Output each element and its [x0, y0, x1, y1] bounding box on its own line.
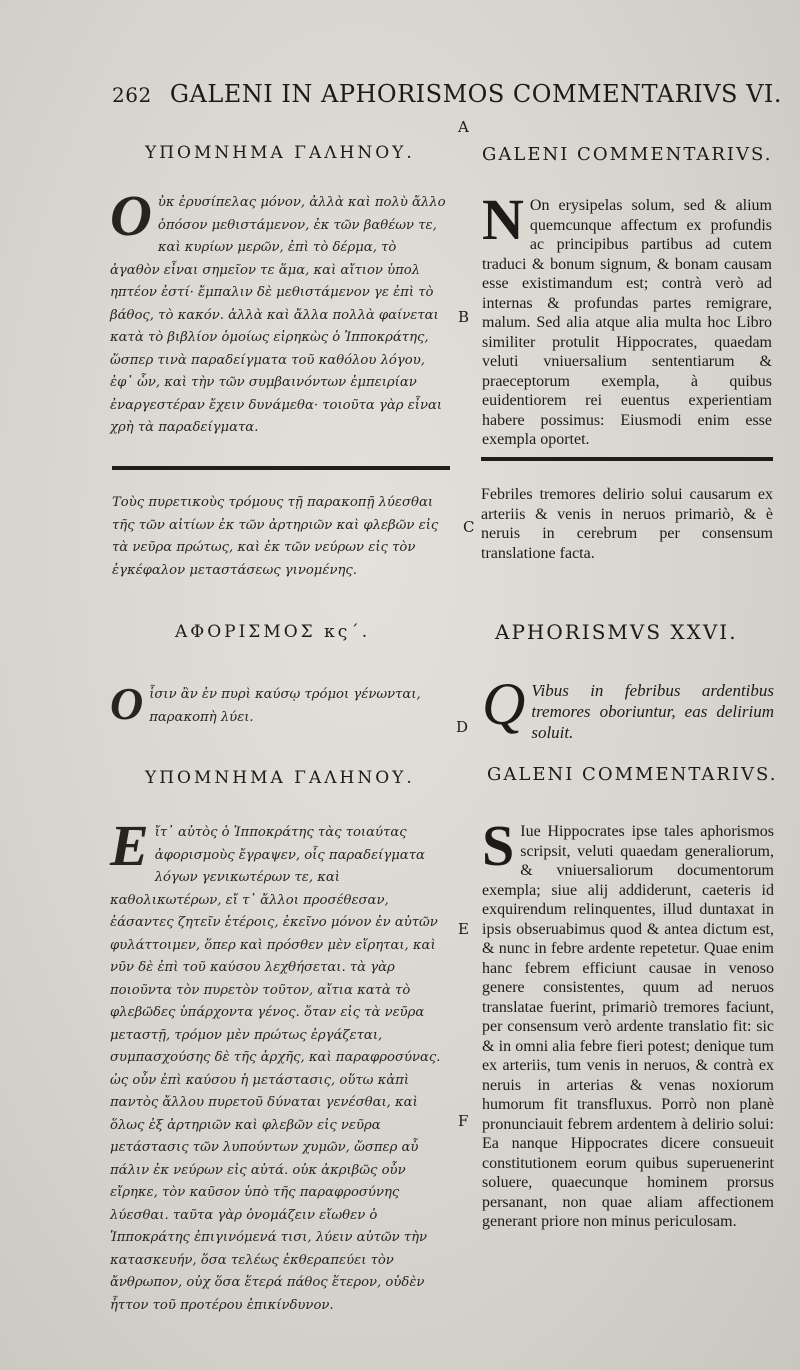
margin-marker-c: C	[463, 518, 475, 536]
latin-drop-cap-2: S	[482, 813, 515, 878]
divider-rule-right	[481, 457, 773, 461]
greek-commentary-text	[110, 183, 450, 435]
greek-drop-cap: O	[110, 183, 152, 248]
latin-commentary-body-2: Iue Hippocrates ipse tales aphorismos scripsit, veluti quaedam generaliorum, & vniuersaliorum documentorum exempla; siue alij addiderunt, caeteris id exquirendum relinquentes, illud duntaxat in ipsis obseruabimus quod & antea dictum est, & nunc in febre ardente repetetur. Quae enim hanc febrem efficiunt causae in venoso genere consistentes, quum ad neruos translatae fuerint, primariò tremores faciunt, per consensum verò ardente translatio fit: sic & in omni alia febre fieri potest; denique tum ex arteriis, tum venis in neruos, & contrà ex neruis in arterias & venas noxiorum humorum fit transfluxus. Porrò non planè pronunciauit febrem ardentem à delirio solui: Ea nanque Hippocrates dicere consueuit constitutionem eorum quibus superuenerint soluere, quaecunque hominem prorsus persanant, non quae aliam affectionem generant priore non minus periculosam.	[482, 823, 774, 1230]
greek-commentary-body-2: ἴτ᾽ αὐτὸς ὁ Ἱπποκράτης τὰς τοιαύτας ἀφορισμοὺς ἔγραψεν, οἷς παραδείγματα λόγων γενικωτέρων τε, καὶ καθολικωτέρων, εἴ τ᾽ ἄλλοι προσέθεσαν, ἐάσαντες ζητεῖν ἑτέροις, ἐκεῖνο μόνον ἐν αὐτῶν φυλάττοιμεν, ὅπερ καὶ πρόσθεν μὲν εἴρηται, καὶ νῦν δὲ ἐπὶ τοῦ καύσου λεχθήσεται. τὰ γὰρ ποιοῦντα τὸν πυρετὸν τοῦτον, αἴτια κατὰ τὸ φλεβῶδες ὑπάρχοντα γένος. ὅταν εἰς τὰ νεῦρα μεταστῇ, τρόμον μὲν πρώτως ἐργάζεται, συμπασχούσης δὲ τῆς ἀρχῆς, καὶ παραφροσύνας. ὡς οὖν ἐπὶ καύσου ἡ μετάστασις, οὕτω κἀπὶ παντὸς ἄλλου πυρετοῦ δύναται γενέσθαι, καὶ ὅλως ἐξ ἀρτηριῶν καὶ φλεβῶν εἰς νεῦρα μετάστασις τῶν λυπούντων χυμῶν, ὥσπερ αὖ πάλιν ἐκ νεύρων εἰς αὐτά. οὐκ ἀκριβῶς οὖν εἴρηκε, τὸν καῦσον ὑπὸ τῆς παραφροσύνης λύεσθαι. ταῦτα γὰρ ὀνομάζειν εἴωθεν ὁ Ἱπποκράτης ἐπιγινόμενά τισι, λύειν αὐτῶν τὴν κατασκευήν, ὅσα τελέως ἐκθεραπεύει τὸν ἄνθρωπον, οὐχ ὅσα ἕτερά πάθος ἕτερον, οὐδὲν ἧττον τοῦ προτέρου ἐπικίνδυνον.	[110, 825, 441, 1313]
greek-aphorism-drop-cap: O	[110, 678, 144, 729]
margin-marker-a: A	[458, 118, 469, 136]
latin-aphorism-drop-cap: Q	[482, 671, 526, 737]
greek-summary-text: Τοὺς πυρετικοὺς τρόμους τῇ παρακοπῇ λύεσθαι τῆς τῶν αἰτίων ἐκ τῶν ἀρτηριῶν καὶ φλεβῶν εἰς τὰ νεῦρα πρώτως, καὶ ἐκ τῶν νεύρων εἰς τὸν ἐγκέφαλον μεταστάσεως γινομένης.	[112, 495, 439, 578]
greek-commentary-heading: ΥΠΟΜΝΗΜΑ ΓΑΛΗΝΟΥ.	[145, 143, 415, 163]
latin-commentary-text	[482, 187, 772, 448]
latin-aphorism-heading: APHORISMVS XXVI.	[495, 620, 738, 644]
greek-aphorism-heading: ΑΦΟΡΙΣΜΟΣ κς΄.	[175, 622, 371, 642]
page-number: 262	[112, 83, 152, 107]
divider-rule-left	[112, 466, 450, 470]
margin-marker-e: E	[458, 920, 469, 938]
margin-marker-f: F	[458, 1112, 469, 1130]
greek-drop-cap-2: E	[110, 813, 149, 878]
latin-drop-cap: N	[482, 187, 524, 252]
latin-commentary-heading-2: GALENI COMMENTARIVS.	[487, 764, 778, 785]
running-header	[112, 80, 783, 108]
latin-aphorism-body: Vibus in febribus ardentibus tremores oboriuntur, eas delirium soluit.	[531, 681, 774, 742]
greek-aphorism-body: ἷσιν ἂν ἐν πυρὶ καύσῳ τρόμοι γένωνται, παρακοπὴ λύει.	[149, 687, 421, 725]
greek-commentary-text-2	[110, 813, 450, 1313]
running-title: GALENI IN APHORISMOS COMMENTARIVS VI.	[169, 80, 783, 108]
greek-aphorism-text	[110, 678, 450, 734]
latin-commentary-text-2	[482, 813, 774, 1230]
margin-marker-b: B	[458, 308, 470, 326]
latin-commentary-heading: GALENI COMMENTARIVS.	[482, 144, 773, 165]
greek-commentary-body: ὐκ ἐρυσίπελας μόνον, ἀλλὰ καὶ πολὺ ἄλλο ὁπόσον μεθιστάμενον, ἐκ τῶν βαθέων τε, καὶ κυρίων μερῶν, ἐπὶ τὸ δέρμα, τὸ ἀγαθὸν εἶναι σημεῖον τε ἅμα, καὶ αἴτιον ὑπολ ηπτέον ἐστί· ἔμπαλιν δὲ μεθιστάμενον γε ἐπὶ τὸ βάθος, τὸ κακόν. ἀλλὰ καὶ ἄλλα πολλὰ φαίνεται κατὰ τὸ βιβλίον ὁμοίως εἰρηκὼς ὁ Ἱπποκράτης, ὥσπερ τινὰ παραδείγματα τοῦ καθόλου λόγου, ἐφ᾽ ὧν, καὶ τὴν τῶν συμβαινόντων ἐμπειρίαν ἐναργεστέραν ἔχειν δυνάμεθα· τοιοῦτα γὰρ εἶναι χρὴ τὰ παραδείγματα.	[110, 195, 446, 435]
greek-commentary-heading-2: ΥΠΟΜΝΗΜΑ ΓΑΛΗΝΟΥ.	[145, 768, 415, 788]
latin-aphorism-text	[482, 671, 774, 746]
latin-commentary-body: On erysipelas solum, sed & alium quemcunque affectum ex profundis ac principibus partibus ad cutem traduci & bonum signum, & bonam causam esse existimandum est; contrà verò ad internas & profundas partes remigrare, malum. Sed alia atque alia multa hoc Libro similiter protulit Hippocrates, quaedam veluti vniuersalium sententiarum & praeceptorum exempla, à quibus euidentiorem rei euentus experientiam habere possimus: Eiusmodi enim esse exempla oportet.	[482, 197, 772, 448]
latin-summary-text: Febriles tremores delirio solui causarum ex arteriis & venis in neruos primariò, & è neruis in cerebrum per consensum translatione facta.	[481, 486, 773, 562]
margin-marker-d: D	[456, 718, 469, 736]
